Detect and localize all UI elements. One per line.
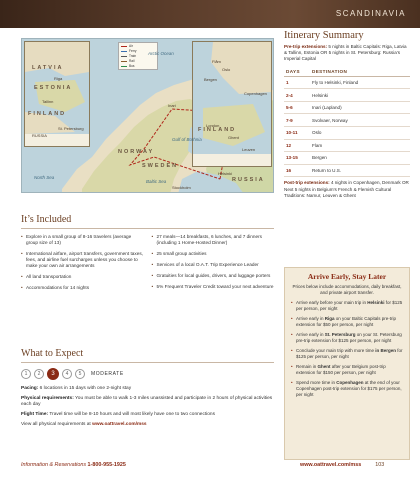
region-title: SCANDINAVIA: [335, 9, 406, 18]
itinerary-destination: Return to U.S.: [310, 164, 410, 177]
header-bar: [0, 0, 420, 28]
included-item: • International airfare, airport transfers, government taxes, fees, and airline fuel surcharges unless you choose to make your own air arrangements: [21, 251, 144, 269]
pre-trip-inset: [24, 41, 90, 147]
included-item: • 5% Frequent Traveler Credit toward your next adventure: [152, 284, 275, 290]
label-tallinn: Tallinn: [42, 99, 54, 104]
itinerary-row: [284, 114, 410, 127]
pace-scale: [21, 368, 274, 380]
arrive-early-title: Arrive Early, Stay Later: [307, 272, 387, 281]
itinerary-row: [284, 126, 410, 139]
label-leuven: Leuven: [242, 147, 256, 152]
itinerary-destination: Helsinki: [310, 89, 410, 102]
itinerary-row: [284, 139, 410, 152]
label-russia: RUSSIA: [232, 177, 265, 183]
arrive-early-item: • Arrive early before your main trip in Helsinki for $125 per person, per night: [291, 300, 403, 312]
arrive-early-item: • Arrive early in St. Petersburg on your St. Petersburg pre-trip extension for $125 per person, per night: [291, 332, 403, 344]
trip-map: [21, 38, 274, 193]
itinerary-row: [284, 76, 410, 89]
included-section: [21, 214, 274, 296]
label-finland-inset: FINLAND: [28, 111, 67, 117]
label-finland: FINLAND: [198, 127, 237, 133]
label-north-sea: North Sea: [34, 175, 55, 180]
itinerary-days: 16: [284, 164, 310, 177]
footer-contact: Information & Reservations 1-800-955-1925: [21, 462, 126, 468]
col-days: DAYS: [284, 67, 310, 77]
itinerary-destination: Oslo: [310, 126, 410, 139]
divider: [21, 228, 274, 229]
label-inari: Inari: [168, 103, 176, 108]
itinerary-days: 1: [284, 76, 310, 89]
label-estonia: ESTONIA: [34, 85, 73, 91]
label-latvia: LATVIA: [32, 65, 64, 71]
itinerary-days: 5-6: [284, 101, 310, 114]
included-item: • Explore in a small group of 8-16 travelers (average group size of 13): [21, 234, 144, 246]
included-item: • 25 small group activities: [152, 251, 275, 257]
itinerary-destination: Bergen: [310, 152, 410, 165]
physical-info: Physical requirements: You must be able to walk 1-3 miles unassisted and participate in 2 hours of physical activities each day: [21, 395, 273, 408]
label-gulf-of-bothnia: Gulf of Bothnia: [172, 137, 202, 142]
pre-trip-note: Pre-trip extensions: 5 nights in Baltic Capitals: Riga, Latvia & Tallinn, Estonia OR 5 nights in St. Petersburg: Russia’s Imperial Capital: [284, 44, 407, 62]
label-oslo: Oslo: [222, 67, 231, 72]
pace-level-4: 4: [62, 369, 72, 379]
pace-level-name: MODERATE: [91, 371, 124, 377]
itinerary-destination: Flam: [310, 139, 410, 152]
post-trip-inset: [192, 41, 272, 167]
included-item: • Gratuities for local guides, drivers, and luggage porters: [152, 273, 275, 279]
included-item: • All land transportation: [21, 274, 144, 280]
included-item: • 27 meals—14 breakfasts, 6 lunches, and 7 dinners (including 1 Home-Hosted Dinner): [152, 234, 275, 246]
pace-level-2: 2: [34, 369, 44, 379]
footer-right: [300, 462, 384, 468]
included-item: • Services of a local O.A.T. Trip Experience Leader: [152, 262, 275, 268]
label-arctic-ocean: Arctic Ocean: [148, 51, 174, 56]
label-flam: Flåm: [212, 59, 221, 64]
arrive-early-item: • Remain in Ghent after your Belgium post-trip extension for $150 per person, per night: [291, 364, 403, 376]
flight-info: Flight Time: Travel time will be 8-10 hours and will most likely have one to two connections: [21, 412, 215, 418]
divider: [21, 362, 274, 363]
label-st-petersburg: St. Petersburg: [58, 126, 84, 131]
label-bergen: Bergen: [204, 77, 217, 82]
map-legend: Air Ferry Train Rail Bus: [118, 42, 158, 70]
col-destination: DESTINATION: [310, 67, 410, 77]
label-russia-inset: RUSSIA: [32, 133, 47, 138]
pace-level-1: 1: [21, 369, 31, 379]
arrive-early-item: • Arrive early in Riga on your Baltic Capitals pre-trip extension for $50 per person, per night: [291, 316, 403, 328]
footer-url[interactable]: www.oattravel.com/mss: [300, 462, 362, 468]
included-item: • Accommodations for 14 nights: [21, 285, 144, 291]
label-baltic-sea: Baltic Sea: [146, 179, 167, 184]
itinerary-days: 2-4: [284, 89, 310, 102]
page-number: 103: [375, 462, 385, 468]
included-title: It’s Included: [21, 214, 72, 225]
itinerary-row: [284, 89, 410, 102]
itinerary-days: 7-9: [284, 114, 310, 127]
arrive-early-intro: Prices below include accommodations, daily breakfast, and private airport transfer.: [292, 284, 402, 295]
label-sweden: SWEDEN: [142, 163, 179, 169]
label-helsinki: Helsinki: [218, 171, 233, 176]
expect-section: [21, 348, 274, 432]
itinerary-days: 12: [284, 139, 310, 152]
included-list-left: [21, 234, 144, 296]
pace-level-3: 3: [47, 368, 59, 380]
arrive-early-box: [284, 267, 410, 460]
arrive-early-list: [291, 300, 403, 398]
itinerary-days: 13-15: [284, 152, 310, 165]
itinerary-days: 10-11: [284, 126, 310, 139]
post-trip-note: Post-trip extensions: 4 nights in Copenhagen, Denmark OR Next 5 nights in Belgium’s French & Flemish Cultural Traditions: Namur, Leuven & Ghent: [284, 180, 409, 198]
pace-level-5: 5: [75, 369, 85, 379]
arrive-early-item: • Conclude your main trip with more time in Bergen for $125 per person, per night: [291, 348, 403, 360]
requirements-link-line: View all physical requirements at www.oattravel.com/mss: [21, 422, 147, 428]
label-london: London: [206, 123, 220, 128]
footer-phone: 1-800-955-1925: [87, 462, 126, 468]
arrive-early-item: • Spend more time in Copenhagen at the end of your Copenhagen post-trip extension for $175 per person, per night: [291, 380, 403, 398]
requirements-link[interactable]: www.oattravel.com/mss: [92, 422, 147, 428]
label-ghent: Ghent: [228, 135, 239, 140]
itinerary-destination: Inari (Lapland): [310, 101, 410, 114]
itinerary-destination: Svolvaer, Norway: [310, 114, 410, 127]
itinerary-title: Itinerary Summary: [284, 30, 364, 41]
itinerary-row: [284, 152, 410, 165]
itinerary-destination: Fly to Helsinki, Finland: [310, 76, 410, 89]
label-riga: Riga: [54, 76, 63, 81]
itinerary-row: [284, 164, 410, 177]
label-norway: NORWAY: [118, 149, 155, 155]
itinerary-summary: [284, 30, 410, 199]
label-stockholm: Stockholm: [172, 185, 191, 190]
label-copenhagen: Copenhagen: [244, 91, 267, 96]
itinerary-row: [284, 101, 410, 114]
itinerary-table: [284, 67, 410, 178]
included-list-right: [152, 234, 275, 296]
pacing-info: Pacing: 6 locations in 15 days with one 2-night stay: [21, 386, 132, 391]
expect-title: What to Expect: [21, 348, 84, 359]
